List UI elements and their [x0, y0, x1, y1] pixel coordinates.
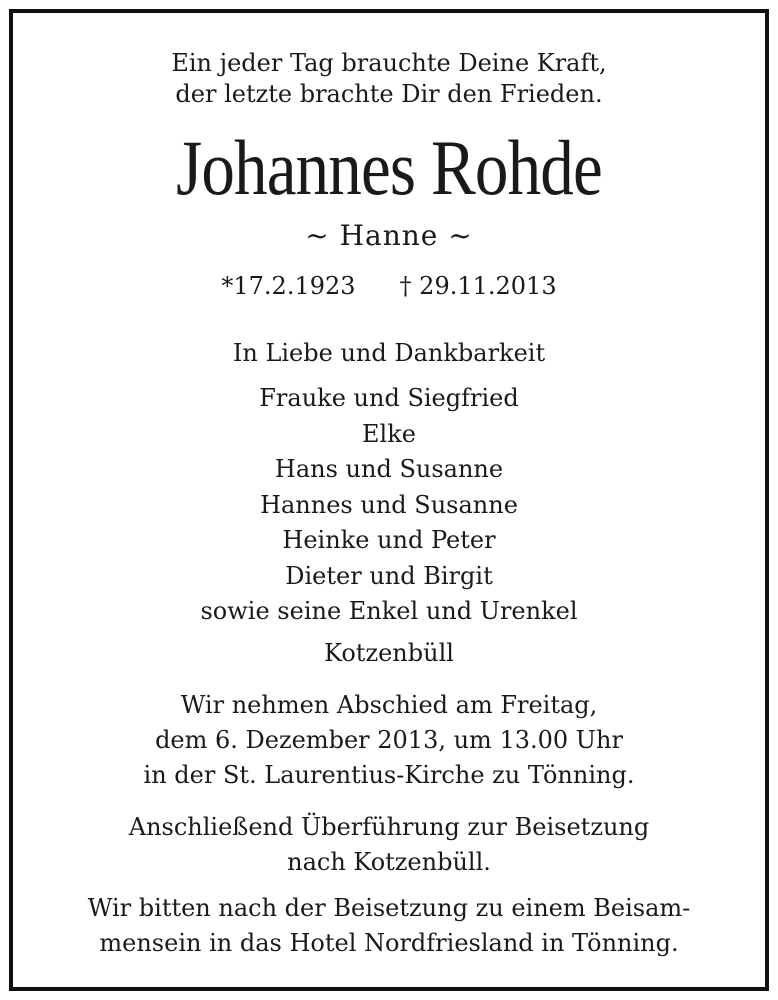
- death-date: † 29.11.2013: [399, 272, 557, 300]
- transfer-line: nach Kotzenbüll.: [287, 848, 491, 876]
- deceased-nickname: ~ Hanne ~: [305, 219, 473, 252]
- mourner-entry: Elke: [362, 419, 416, 448]
- mourner-entry: Hans und Susanne: [274, 455, 504, 483]
- motto-line: der letzte brachte Dir den Frieden.: [175, 80, 603, 108]
- invitation-line: Wir bitten nach der Beisetzung zu einem Beisam-: [87, 894, 691, 922]
- funeral-line: dem 6. Dezember 2013, um 13.00 Uhr: [155, 726, 623, 754]
- funeral-line: Wir nehmen Abschied am Freitag,: [180, 691, 598, 719]
- obituary-frame: [9, 9, 769, 991]
- mourner-entry: Heinke und Peter: [282, 526, 496, 554]
- mourner-entry: Hannes und Susanne: [260, 490, 518, 519]
- mourners-list: [13, 381, 765, 630]
- mourner-entry: sowie seine Enkel und Urenkel: [200, 597, 578, 625]
- gathering-invitation: [13, 891, 765, 961]
- motto-line: Ein jeder Tag brauchte Deine Kraft,: [171, 49, 607, 77]
- motto: [13, 48, 765, 110]
- burial-transfer-info: [13, 810, 765, 880]
- mourning-intro: In Liebe und Dankbarkeit: [232, 339, 546, 367]
- life-dates: [13, 271, 765, 301]
- mourner-entry: Frauke und Siegfried: [259, 384, 519, 412]
- mourner-entry: Dieter und Birgit: [285, 561, 493, 590]
- funeral-info: [13, 688, 765, 793]
- birth-date: *17.2.1923: [221, 272, 356, 300]
- invitation-line: mensein in das Hotel Nordfriesland in Tönning.: [99, 929, 679, 957]
- transfer-line: Anschließend Überführung zur Beisetzung: [128, 813, 650, 841]
- funeral-line: in der St. Laurentius-Kirche zu Tönning.: [143, 761, 635, 789]
- mourners-place: Kotzenbüll: [324, 639, 454, 667]
- deceased-name: Johannes Rohde: [176, 124, 602, 211]
